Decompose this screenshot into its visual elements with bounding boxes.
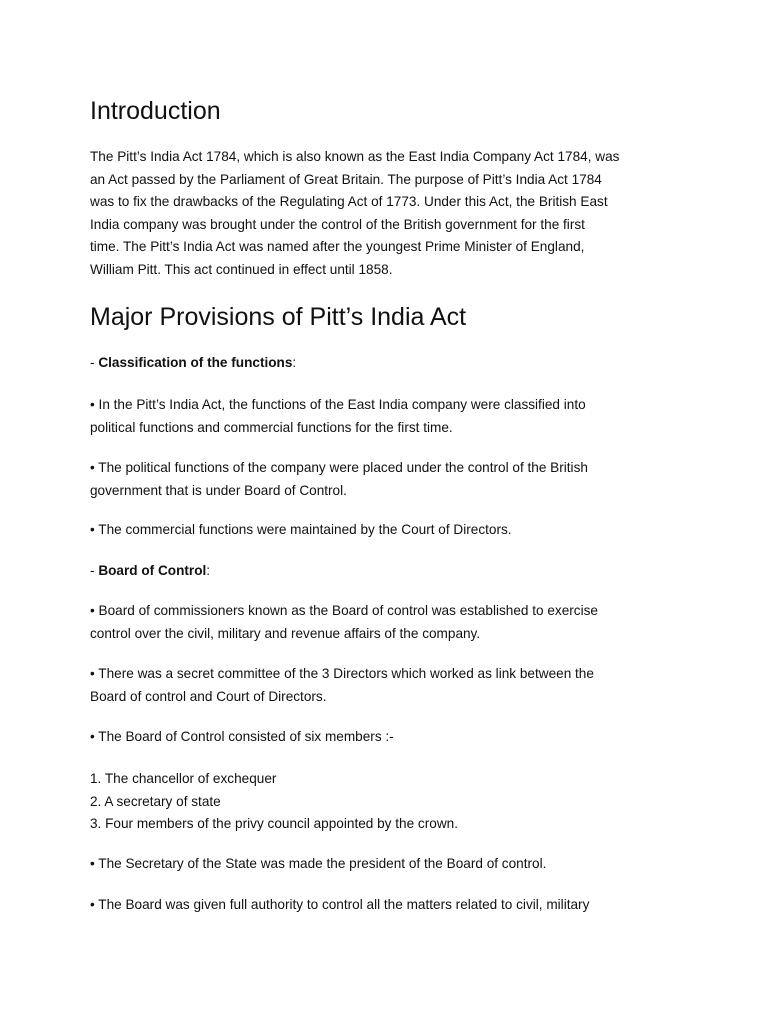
bullet-paragraph	[90, 600, 690, 645]
bullet-line: government that is under Board of Control.	[90, 482, 347, 498]
bullet-line: • The commercial functions were maintained by the Court of Directors.	[90, 522, 512, 537]
provisions-heading: Major Provisions of Pitt’s India Act	[90, 303, 467, 331]
subheading-prefix: -	[90, 563, 99, 578]
bullet-line: political functions and commercial functions for the first time.	[90, 419, 453, 435]
subheading-suffix: :	[206, 563, 211, 578]
bullet-line: • In the Pitt’s India Act, the functions of the East India company were classified into	[90, 397, 586, 412]
subheading-label: Classification of the functions	[98, 355, 293, 370]
intro-paragraph	[90, 146, 690, 281]
subheading-label: Board of Control	[98, 563, 207, 578]
bullet-paragraph	[90, 394, 690, 439]
intro-line: William Pitt. This act continued in effect until 1858.	[90, 261, 393, 277]
bullet-line: • Board of commissioners known as the Board of control was established to exercise	[90, 603, 598, 618]
intro-line: India company was brought under the control of the British government for the first	[90, 216, 585, 232]
bullet-paragraph	[90, 519, 690, 542]
subheading-suffix: :	[292, 355, 297, 370]
list-item: 3. Four members of the privy council appointed by the crown.	[90, 816, 458, 831]
members-list	[90, 768, 690, 836]
bullet-paragraph	[90, 894, 690, 917]
intro-heading: Introduction	[90, 97, 221, 125]
subheading-prefix: -	[90, 355, 99, 370]
bullet-line: Board of control and Court of Directors.	[90, 688, 327, 704]
bullet-paragraph	[90, 726, 690, 749]
intro-line: an Act passed by the Parliament of Great Britain. The purpose of Pitt’s India Act 1784	[90, 171, 602, 187]
intro-line: The Pitt’s India Act 1784, which is also known as the East India Company Act 1784, was	[90, 149, 620, 164]
bullet-line: • The Board was given full authority to control all the matters related to civil, military	[90, 897, 590, 912]
intro-line: time. The Pitt’s India Act was named after the youngest Prime Minister of England,	[90, 239, 585, 254]
bullet-line: • The Board of Control consisted of six members :-	[90, 729, 394, 744]
list-item: 2. A secretary of state	[90, 793, 221, 809]
bullet-paragraph	[90, 663, 690, 708]
board-subheading	[90, 560, 690, 583]
classification-subheading	[90, 352, 690, 375]
bullet-line: • The Secretary of the State was made the president of the Board of control.	[90, 856, 547, 871]
bullet-line: • There was a secret committee of the 3 Directors which worked as link between the	[90, 666, 594, 681]
bullet-paragraph	[90, 457, 690, 502]
list-item: 1. The chancellor of exchequer	[90, 771, 277, 786]
bullet-line: • The political functions of the company were placed under the control of the British	[90, 460, 588, 475]
intro-line: was to fix the drawbacks of the Regulating Act of 1773. Under this Act, the British East	[90, 194, 608, 209]
bullet-line: control over the civil, military and revenue affairs of the company.	[90, 625, 481, 641]
bullet-paragraph	[90, 853, 690, 876]
